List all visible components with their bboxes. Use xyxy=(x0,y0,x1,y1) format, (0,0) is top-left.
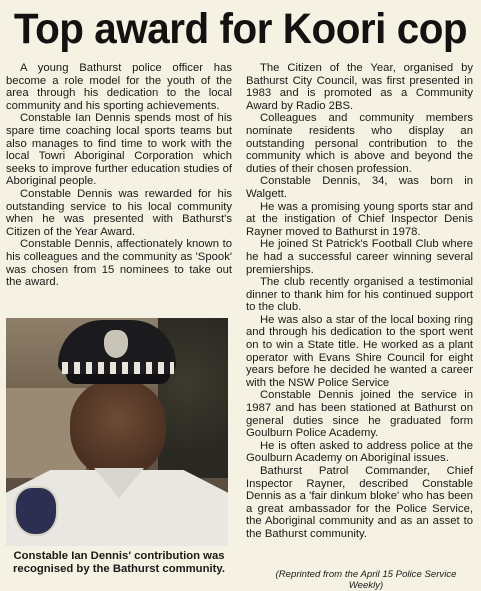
article-paragraph: Constable Dennis joined the service in 1987 and has been stationed at Bathurst on general duties since he graduated form Goulburn Police Academy. xyxy=(246,389,473,440)
police-cap-band xyxy=(62,362,174,374)
article-paragraph: The club recently organised a testimonial dinner to thank him for his continued support to the club. xyxy=(246,276,473,314)
article-paragraph: Constable Ian Dennis spends most of his spare time coaching local sports teams but also manages to find time to work with the local Towri Aboriginal Corporation which seeks to improve further education studies of Aboriginal people. xyxy=(6,112,232,188)
article-paragraph: Constable Dennis, 34, was born in Walgett. xyxy=(246,175,473,200)
article-paragraph: He was a promising young sports star and at the instigation of Chief Inspector Denis Rayner moved to Bathurst in 1978. xyxy=(246,200,473,238)
officer-face xyxy=(70,380,166,478)
police-cap-badge xyxy=(104,330,128,358)
police-cap-brim xyxy=(66,374,170,384)
article-paragraph: He joined St Patrick's Football Club where he had a successful career winning several premierships. xyxy=(246,238,473,276)
shoulder-patch-icon xyxy=(14,486,58,536)
article-paragraph: Constable Dennis, affectionately known to his colleagues and the community as 'Spook' was chosen from 15 nominees to take out the award. xyxy=(6,238,232,289)
source-credit: (Reprinted from the April 15 Police Service Weekly) xyxy=(275,569,457,591)
headline: Top award for Koori cop xyxy=(13,4,468,53)
article-paragraph: Bathurst Patrol Commander, Chief Inspector Rayner, described Constable Dennis as a 'fair dinkum bloke' who has been a great ambassador for the Police Service, the Aboriginal community and as an asset to the Bathurst community. xyxy=(246,465,473,540)
article-paragraph: The Citizen of the Year, organised by Bathurst City Council, was first presented in 1983 and is promoted as a Community Award by Radio 2BS. xyxy=(246,62,473,112)
article-paragraph: He is often asked to address police at the Goulburn Academy on Aboriginal issues. xyxy=(246,439,473,465)
article-paragraph: He was also a star of the local boxing ring and through his dedication to the sport went on to win a State title. He worked as a plant operator with Evans Shire Council for eight years before he decided he wanted a career with the NSW Police Service xyxy=(246,313,473,389)
article-paragraph: A young Bathurst police officer has become a role model for the youth of the area through his dedication to the local community and his sporting achievements. xyxy=(6,62,232,112)
photo-caption: Constable Ian Dennis' contribution was recognised by the Bathurst community. xyxy=(13,550,225,575)
officer-photo xyxy=(6,318,228,546)
left-column xyxy=(6,62,232,289)
article-paragraph: Constable Dennis was rewarded for his outstanding service to his local community when he was presented with Bathurst's Citizen of the Year Award. xyxy=(6,187,232,238)
right-column xyxy=(246,62,473,541)
article-paragraph: Colleagues and community members nominate residents who display an outstanding personal contribution to the community which is above and beyond the duties of their chosen profession. xyxy=(246,112,473,175)
